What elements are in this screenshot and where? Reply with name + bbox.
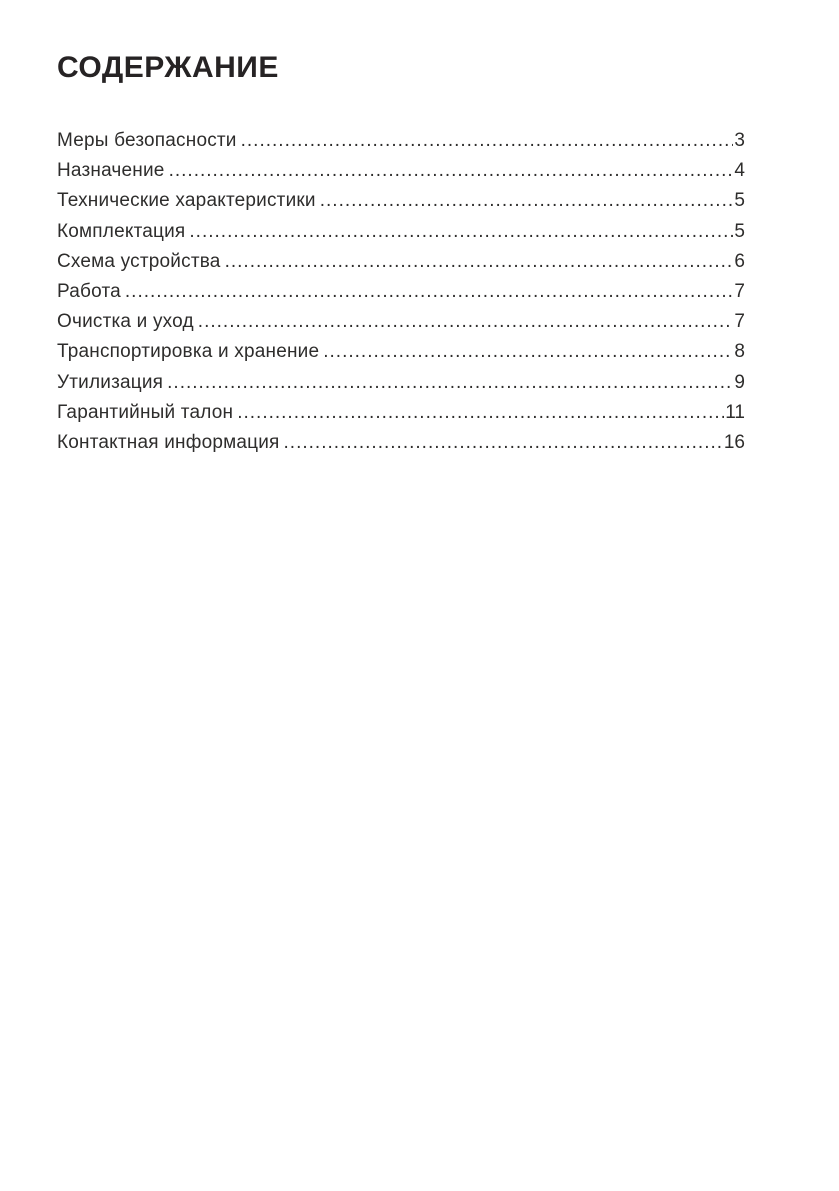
toc-entry-page: 11 (725, 401, 745, 423)
toc-entry-label: Схема устройства (57, 250, 221, 272)
toc-entry-label: Очистка и уход (57, 311, 194, 333)
toc-entry-label: Транспортировка и хранение (57, 341, 320, 363)
toc-dot-leader (198, 311, 734, 333)
toc-entry (57, 281, 745, 311)
toc-entry-page: 6 (734, 250, 745, 272)
toc-dot-leader (125, 281, 734, 303)
toc-dot-leader (169, 160, 734, 182)
toc-entry-page: 7 (734, 311, 745, 333)
toc-entry (57, 432, 745, 462)
toc-dot-leader (237, 402, 724, 424)
toc-dot-leader (284, 432, 723, 454)
toc-entry-page: 16 (723, 431, 745, 453)
toc-entry-label: Утилизация (57, 371, 164, 393)
toc-dot-leader (225, 251, 734, 273)
toc-entry-page: 5 (734, 220, 745, 242)
toc-entry-label: Комплектация (57, 220, 186, 242)
toc-entry (57, 251, 745, 281)
toc-dot-leader (323, 341, 733, 363)
toc-entry (57, 311, 745, 341)
toc-entry-page: 9 (734, 371, 745, 393)
toc-dot-leader (189, 221, 733, 243)
toc-dot-leader (167, 372, 733, 394)
toc-entry (57, 221, 745, 251)
toc-entry-label: Работа (57, 280, 121, 302)
toc-entry-page: 4 (734, 160, 745, 182)
toc-entry-label: Назначение (57, 160, 165, 182)
toc-entry (57, 160, 745, 190)
toc-entry-page: 8 (734, 341, 745, 363)
toc-entry-label: Меры безопасности (57, 130, 237, 151)
page-title: СОДЕРЖАНИЕ (57, 51, 279, 84)
toc-entry-page: 7 (734, 280, 745, 302)
toc-entry (57, 130, 745, 160)
toc-entry (57, 341, 745, 371)
toc-entry-label: Гарантийный талон (57, 401, 234, 423)
toc-dot-leader (320, 190, 734, 212)
toc-entry-label: Контактная информация (57, 431, 280, 453)
toc-dot-leader (241, 130, 734, 152)
toc-entry (57, 402, 745, 432)
toc-entry (57, 372, 745, 402)
toc-list (57, 130, 745, 462)
toc-entry-label: Технические характеристики (57, 190, 316, 212)
toc-entry-page: 3 (734, 130, 745, 151)
toc-entry-page: 5 (734, 190, 745, 212)
toc-entry (57, 190, 745, 220)
